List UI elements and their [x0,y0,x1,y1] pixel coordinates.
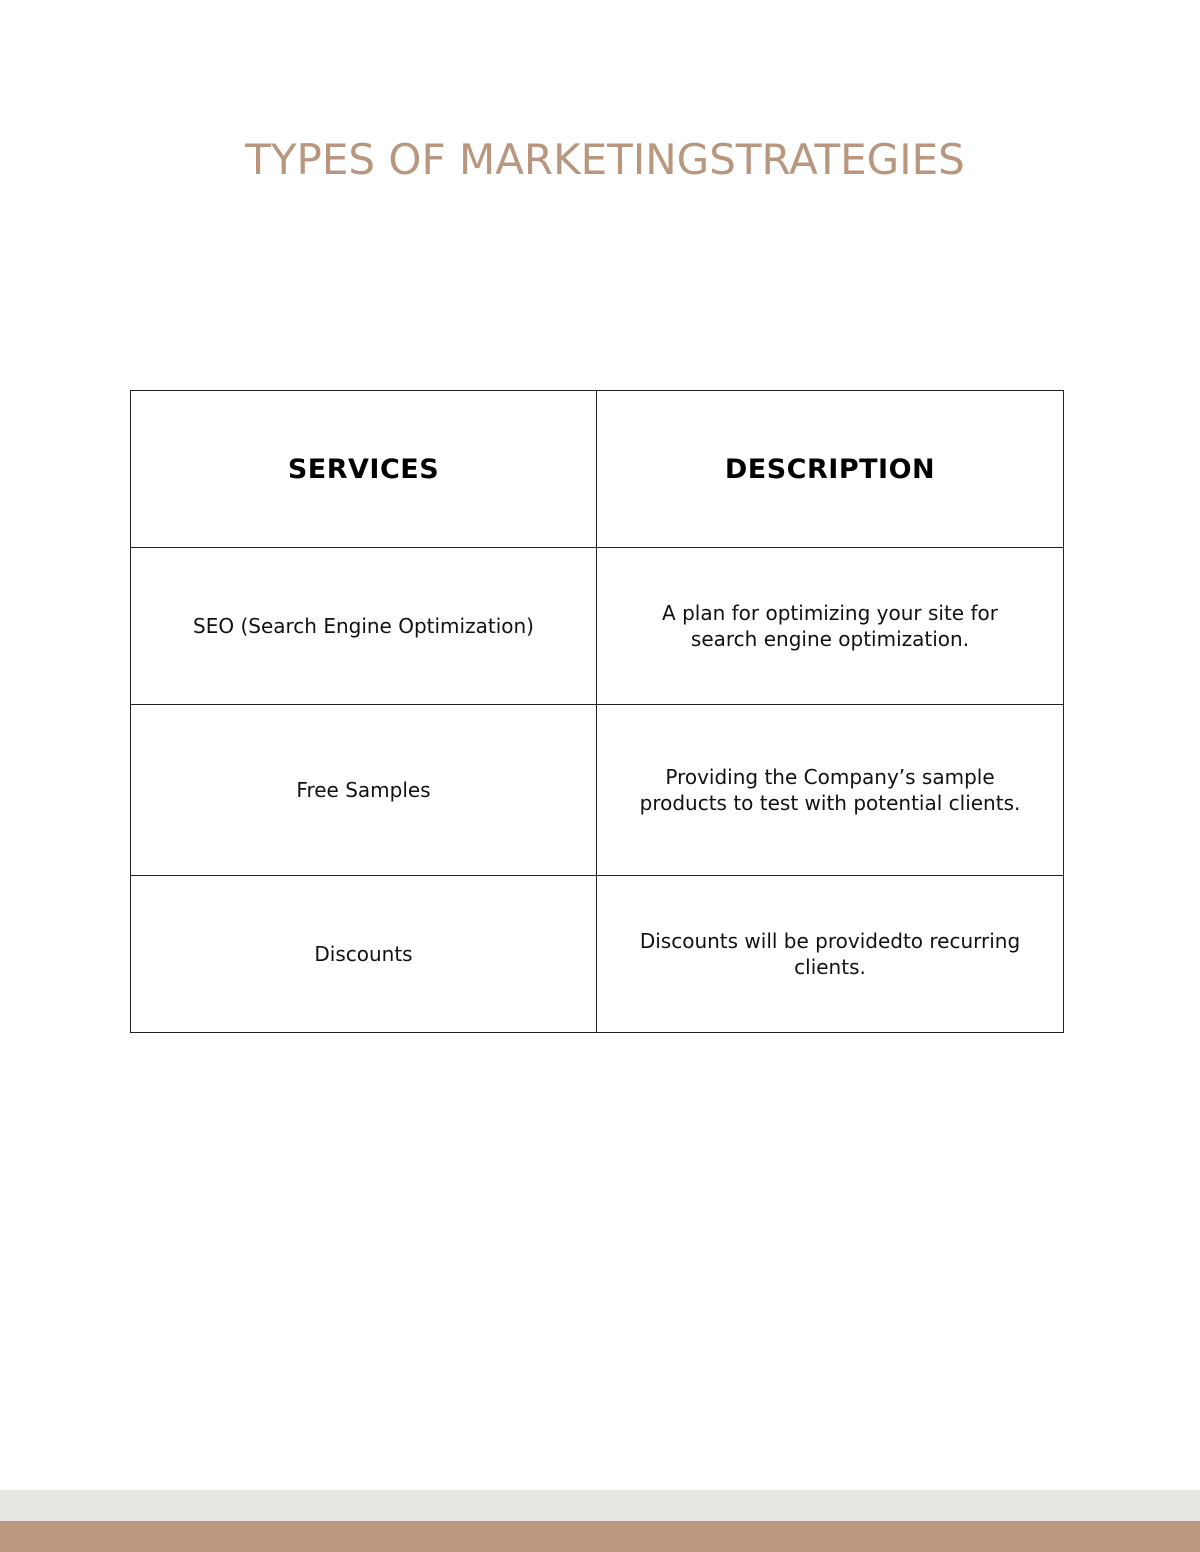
header-description: DESCRIPTION [597,391,1064,548]
strategies-table [130,390,1064,1033]
description-cell: Providing the Company’s sample products to test with potential clients. [597,705,1064,876]
service-cell: SEO (Search Engine Optimization) [131,548,597,705]
table-row [131,705,1064,876]
strategies-table-container [130,390,1063,1033]
table-row [131,548,1064,705]
description-cell: Discounts will be providedto recurring clients. [597,876,1064,1033]
header-services: SERVICES [131,391,597,548]
description-cell: A plan for optimizing your site for search engine optimization. [597,548,1064,705]
service-cell: Discounts [131,876,597,1033]
footer-band-light [0,1490,1200,1521]
table-row [131,876,1064,1033]
service-cell: Free Samples [131,705,597,876]
page-title: TYPES OF MARKETINGSTRATEGIES [245,135,965,184]
footer-band-dark [0,1521,1200,1552]
table-header-row [131,391,1064,548]
